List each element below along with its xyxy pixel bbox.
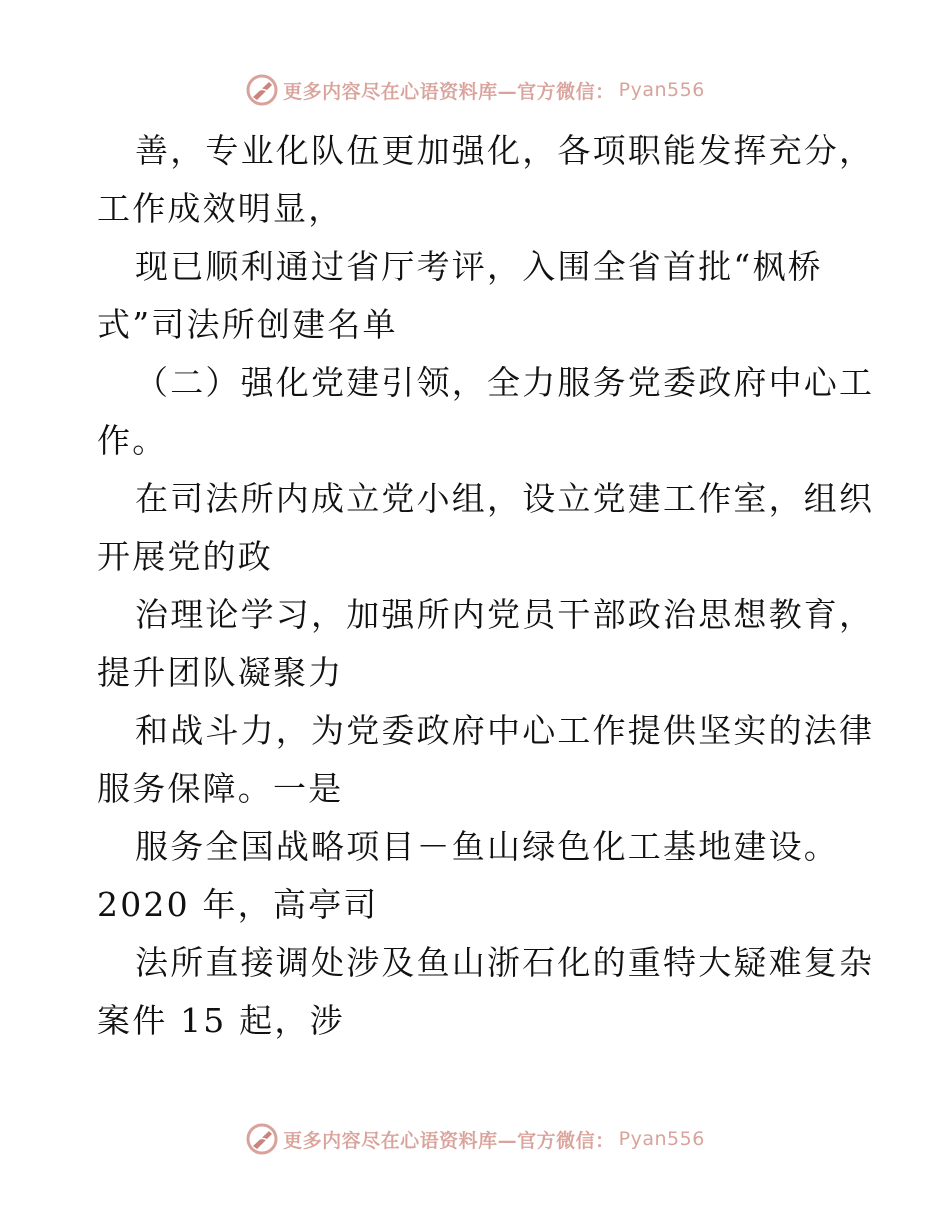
header-watermark — [0, 70, 950, 110]
text-line: 作。 — [97, 421, 168, 460]
text-line: 服务全国战略项目－鱼山绿色化工基地建设。 — [135, 827, 839, 866]
watermark-logo-icon — [245, 73, 279, 107]
text-line: 开展党的政 — [97, 537, 273, 576]
text-line: 治理论学习，加强所内党员干部政治思想教育， — [135, 595, 875, 634]
text-line: 式”司法所创建名单 — [97, 305, 398, 344]
text-line: 案件 15 起，涉 — [97, 1001, 345, 1040]
text-line: 在司法所内成立党小组，设立党建工作室，组织 — [135, 479, 875, 518]
text-line: 法所直接调处涉及鱼山浙石化的重特大疑难复杂 — [135, 943, 875, 982]
footer-watermark — [0, 1119, 950, 1159]
watermark-wechat-id: Pyan556 — [618, 79, 705, 101]
text-line: 善，专业化队伍更加强化，各项职能发挥充分， — [135, 131, 875, 170]
text-line: 现已顺利通过省厅考评，入围全省首批“枫桥 — [135, 247, 823, 286]
text-line: 2020 年，高亭司 — [97, 885, 379, 924]
watermark-wechat-id: Pyan556 — [618, 1128, 705, 1150]
watermark-text: 更多内容尽在心语资料库—官方微信： — [283, 1129, 615, 1152]
text-line: （二）强化党建引领，全力服务党委政府中心工 — [135, 363, 875, 402]
watermark-text: 更多内容尽在心语资料库—官方微信： — [283, 80, 615, 103]
text-line: 工作成效明显， — [97, 189, 344, 228]
text-line: 服务保障。一是 — [97, 769, 344, 808]
text-line: 和战斗力，为党委政府中心工作提供坚实的法律 — [135, 711, 875, 750]
watermark-logo-icon — [245, 1122, 279, 1156]
document-body — [97, 122, 875, 1050]
text-line: 提升团队凝聚力 — [97, 653, 344, 692]
